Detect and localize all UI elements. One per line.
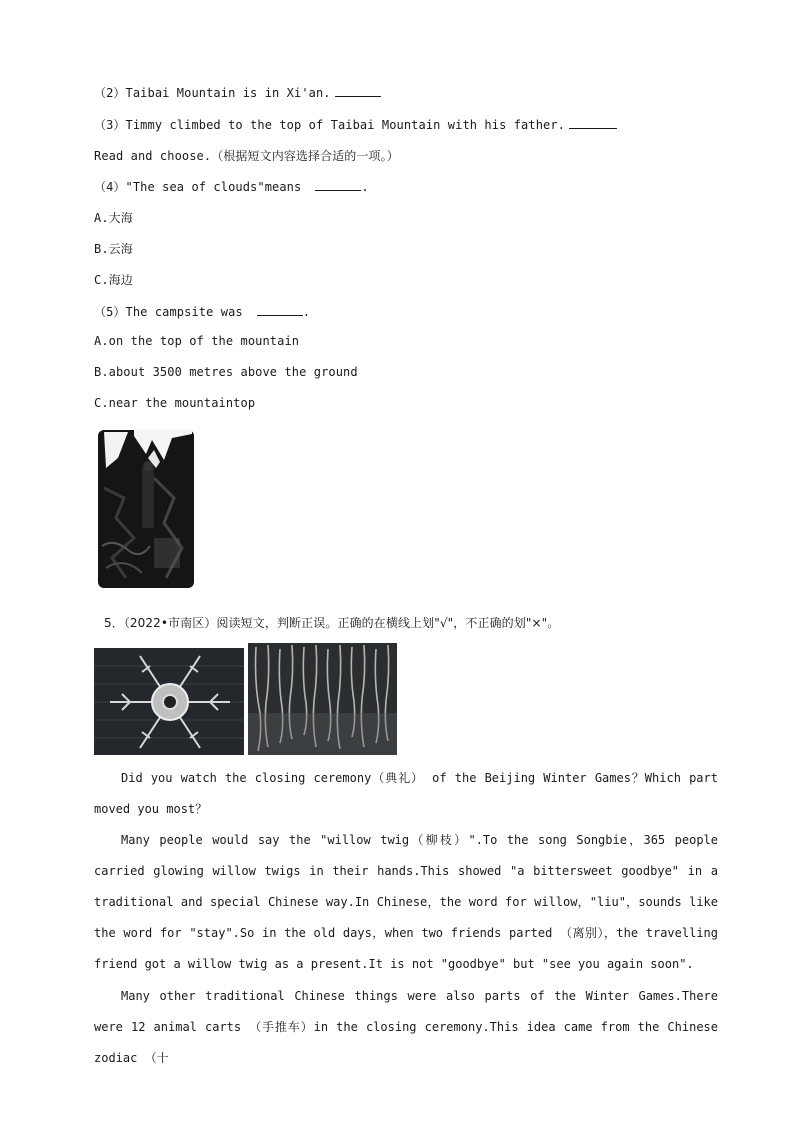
question-4-text: （4）"The sea of clouds"means [94, 180, 302, 194]
snowflake-photo [94, 648, 244, 755]
question-4: （4）"The sea of clouds"means . [94, 180, 369, 194]
read-choose-instruction: Read and choose.（根据短文内容选择合适的一项。） [94, 149, 399, 163]
question-3-text: （3）Timmy climbed to the top of Taibai Mountain with his father. [94, 118, 566, 132]
passage-paragraph-1 [94, 763, 718, 825]
question-4-option-a: A.大海 [94, 211, 133, 225]
willow-image [248, 643, 397, 755]
question-2-text: （2）Taibai Mountain is in Xi'an. [94, 86, 331, 100]
question-5-option-b: B.about 3500 metres above the ground [94, 365, 358, 379]
passage-paragraph-3 [94, 981, 718, 1074]
question-3 [94, 116, 617, 133]
question-5: （5）The campsite was . [94, 305, 311, 319]
section-5-heading: 5．（2022•市南区）阅读短文，判断正误。正确的在横线上划"√"，不正确的划"×"。 [104, 616, 560, 630]
question-4-option-b: B.云海 [94, 242, 133, 256]
passage-paragraph-3-text: Many other traditional Chinese things were also parts of the Winter Games.There were 12 animal carts （手推车）in the closing ceremony.This idea came from the Chinese zodiac （十 [94, 989, 718, 1065]
mountain-photo-image [94, 428, 196, 591]
question-2 [94, 84, 381, 101]
question-4-option-c: C.海边 [94, 273, 133, 287]
passage-paragraph-2 [94, 825, 718, 980]
answer-blank [257, 305, 303, 316]
snowflake-image [94, 648, 244, 755]
willow-photo [248, 643, 397, 755]
question-5-option-c: C.near the mountaintop [94, 396, 256, 410]
passage-paragraph-2-text: Many people would say the "willow twig（柳枝）".To the song Songbie，365 people carried glowing willow twigs in their hands.This showed "a bittersweet goodbye" in a traditional and special Chinese way.In Chinese，the word for willow，"liu"，sounds like the word for "stay".So in the old days，when two friends parted （离别），the travelling friend got a willow twig as a present.It is not "goodbye" but "see you again soon". [94, 833, 718, 971]
passage-paragraph-1-text: Did you watch the closing ceremony（典礼） of the Beijing Winter Games？Which part moved you most？ [94, 771, 718, 816]
mountain-photo [94, 428, 196, 591]
answer-blank [335, 86, 381, 97]
answer-blank [569, 118, 617, 129]
question-5-option-a: A.on the top of the mountain [94, 334, 300, 348]
answer-blank [315, 180, 361, 191]
question-5-text: （5）The campsite was [94, 305, 243, 319]
